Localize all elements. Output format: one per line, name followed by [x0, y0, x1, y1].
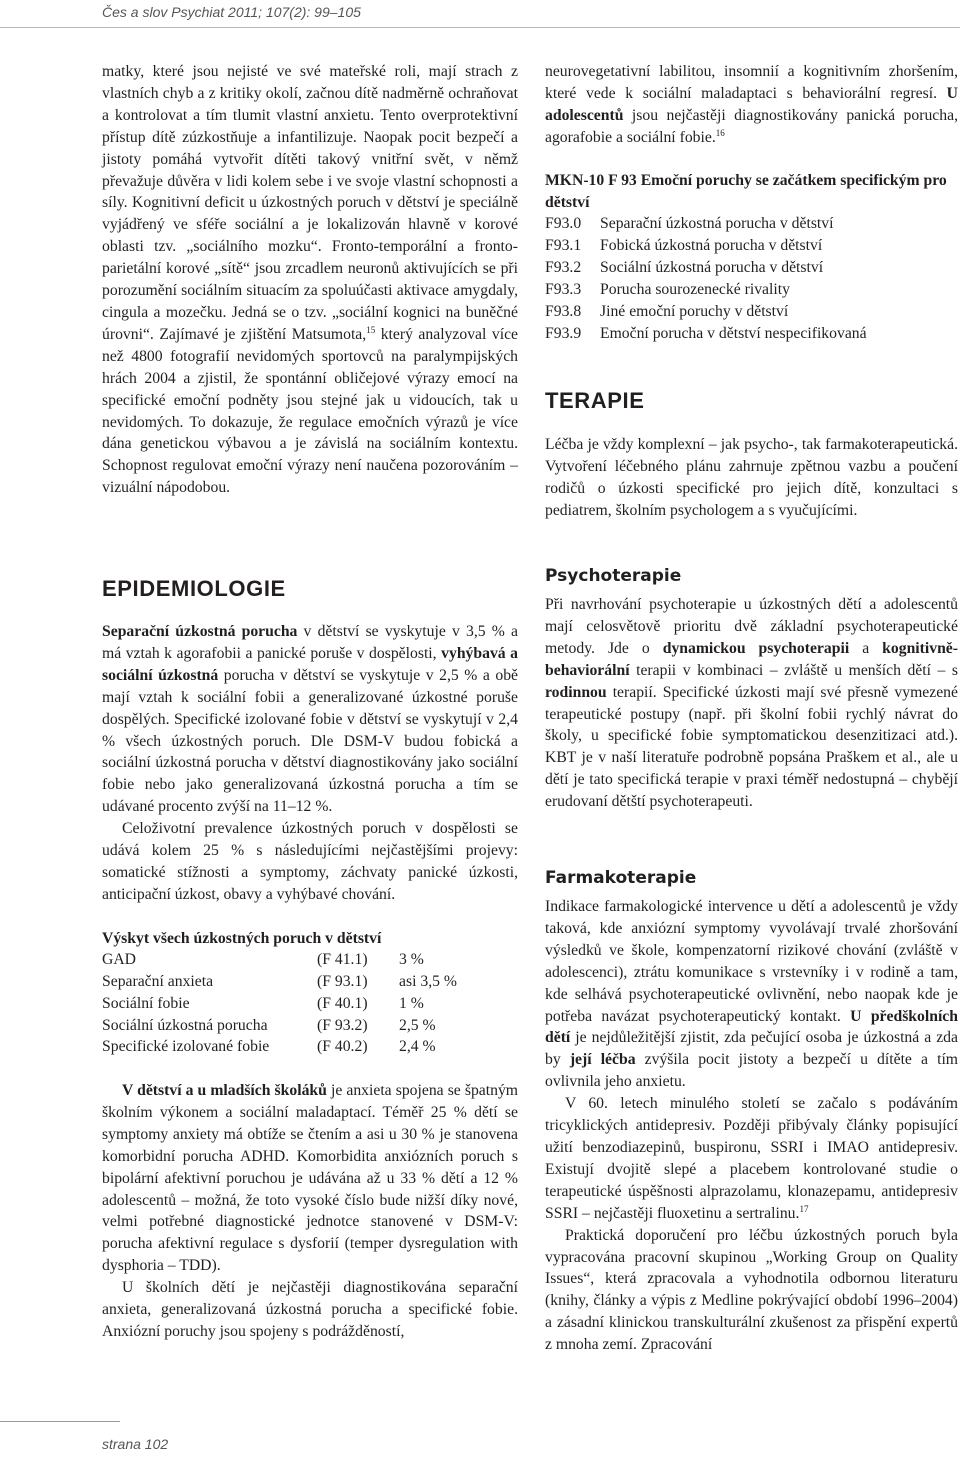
- mkn-list: [545, 213, 958, 344]
- terapie-heading: TERAPIE: [545, 387, 645, 413]
- terapie-paragraph: Léčba je vždy komplexní – jak psycho-, tak farmakoterapeutická. Vytvoření léčebného plánu zahrnuje zpětnou vazbu a poučení rodičů o úzkosti specifické pro jejich dítě, konzultaci s pediatrem, školním psychologem a s vyučujícími.: [545, 435, 958, 519]
- mkn-code: F93.8: [545, 303, 582, 321]
- table-cell-prevalence: 1 %: [399, 994, 424, 1012]
- list-item: [545, 279, 958, 301]
- epidemiology-heading: EPIDEMIOLOGIE: [102, 576, 286, 601]
- right-column: [545, 61, 958, 522]
- epidemiology-paragraph-4: U školních dětí je nejčastěji diagnostikována separační anxieta, generalizovaná úzkostná porucha a specifické fobie. Anxiózní poruchy jsou spojeny s podrážděností,: [102, 1279, 518, 1340]
- mkn-label: Fobická úzkostná porucha v dětství: [600, 237, 823, 255]
- prevalence-table: [102, 928, 518, 1058]
- list-item: [545, 323, 958, 345]
- list-item: [545, 235, 958, 257]
- pharmacotherapy-paragraph-1: Indikace farmakologické intervence u dětí a adolescentů je vždy taková, kde anxiózní symptomy vyvolávají trvalé zhoršování výsledků ve škole, kompenzatorní rizikové chování (zvláště v adolescenci), ztrátu komunikace s vrstevníky i v rodině a tam, kde selhává psychoterapeutické ovlivnění, nebo naopak kde je potřeba navázat psychoterapeutický kontakt. U předškolních dětí je nejdůležitější zjistit, zda pečující osoba je úzkostná a zda by její léčba zvýšila pocit jistoty a bezpečí u dítěte a tím ovlivnila jeho anxietu.: [545, 898, 959, 1091]
- psychotherapy-heading: Psychoterapie: [545, 566, 682, 586]
- mkn-label: Separační úzkostná porucha v dětství: [600, 215, 834, 233]
- table-row: [102, 949, 518, 971]
- reference-15: 15: [366, 324, 376, 335]
- journal-header: Čes a slov Psychiat 2011; 107(2): 99–105: [102, 4, 361, 20]
- continuation-paragraph: neurovegetativní labilitou, insomnií a kognitivním zhoršením, které vede k sociální maladaptaci s behaviorální regresí. U adolescentů jsou nejčastěji diagnostikovány panická porucha, agorafobie a sociální fobie.$^{16}$: [545, 63, 958, 146]
- mkn-label: Sociální úzkostná porucha v dětství: [600, 259, 824, 277]
- table-cell-code: (F 40.2): [317, 1038, 368, 1056]
- mkn-code: F93.1: [545, 237, 582, 255]
- mkn-code: F93.3: [545, 281, 582, 299]
- page-number: strana 102: [102, 1436, 169, 1452]
- prevalence-table-heading: Výskyt všech úzkostných poruch v dětství: [102, 929, 382, 947]
- table-cell-code: (F 93.2): [317, 1016, 368, 1034]
- mkn-heading: MKN-10 F 93 Emoční poruchy se začátkem specifickým pro dětství: [545, 171, 947, 211]
- mkn-label: Jiné emoční poruchy v dětství: [600, 303, 789, 321]
- mkn-code: F93.2: [545, 259, 582, 277]
- epidemiology-paragraph-2: Celoživotní prevalence úzkostných poruch v dospělosti se udává kolem 25 % s následujícími nejčastějšími projevy: somatické stížnosti a symptomy, záchvaty panické úzkosti, anticipační úzkost, obavy a vyhýbavé chování.: [102, 820, 518, 903]
- table-cell-prevalence: 2,4 %: [399, 1038, 436, 1056]
- pharmacotherapy-paragraph-2: V 60. letech minulého století se začalo s podáváním tricyklických antidepresiv. Později přibývaly články popisující užití benzodiazepinů, buspironu, SSRI i IMAO antidepresiv. Existují dvojitě slepé a placebem kontrolované studie o terapeutické úspěšnosti alprazolamu, klonazepamu, antidepresiv SSRI – nejčastěji fluoxetinu a sertralinu.$^{17}$: [545, 1095, 958, 1222]
- pharmacotherapy-heading: Farmakoterapie: [545, 868, 697, 888]
- table-row: [102, 1036, 518, 1058]
- table-cell-diagnosis: GAD: [102, 951, 136, 969]
- mkn-list-block: [545, 170, 958, 345]
- table-cell-code: (F 93.1): [317, 973, 368, 991]
- intro-paragraph: matky, které jsou nejisté ve své mateřské roli, mají strach z vlastních chyb a z kritiky okolí, začnou dítě nadměrně ochraňovat a kontrolovat a tím tlumit vlastní anxietu. Tento overprotektivní přístup dítě zúzkostňuje a infantilizuje. Naopak pocit bezpečí a jistoty pomáhá vytvořit dítěti takový vnitřní svět, v němž převažuje důvěra v lidi kolem sebe i ve svoje vlastní schopnosti a síly. Kognitivní deficit u úzkostných poruch v dětství je speciálně vyjádřený ve sféře sociální a je lokalizován hlavně v korové oblasti tzv. „sociálního mozku“. Fronto-temporální a fronto-parietální korové „sítě“ jsou zrcadlem neuronů aktivujících se při porozumění sociálním situacím za spoluúčasti aktivace amygdaly, cingula a mozečku. Jedná se o tzv. „sociální kognici na buněčné úrovni“. Zajímavé je zjištění Matsumota,$^{15}$ který analyzoval více než 4800 fotografií nevidomých sportovců na paralympijských hrách 2004 a zjistil, že spontánní obličejové výrazy emocí na specifické emoční podněty jsou stejné jak u vidoucích, tak u nevidomých. To dokazuje, že regulace emočních výrazů je více dána genetickou výbavou a je závislá na sociálním kontextu. Schopnost regulovat emoční výrazy není naučena pozorováním – vizuální nápodobou.: [102, 63, 518, 497]
- table-cell-diagnosis: Separační anxieta: [102, 973, 214, 991]
- psychotherapy-section: [545, 566, 958, 813]
- list-item: [545, 213, 958, 235]
- mkn-code: F93.9: [545, 324, 582, 342]
- table-cell-prevalence: asi 3,5 %: [399, 973, 457, 991]
- table-row: [102, 971, 518, 993]
- table-row: [102, 993, 518, 1015]
- table-cell-diagnosis: Specifické izolované fobie: [102, 1038, 270, 1056]
- psychotherapy-paragraph: Při navrhování psychoterapie u úzkostných dětí a adolescentů mají celosvětově prioritu dvě základní psychoterapeutické metody. Jde o dynamickou psychoterapii a kognitivně-behaviorální terapii v kombinaci – zvláště u menších dětí – s rodinnou terapií. Specifické úzkosti mají své přesně vymezené terapeutické postupy (např. při školní fobii rychlý návrat do školy, u specifické fobie symptomatickou desenzitizaci atd.). KBT je v naší literatuře podrobně popsána Praškem et al., ale u dětí je tato specifická terapie v praxi téměř nedostupná – chybějí erudovaní dětští psychoterapeuti.: [545, 596, 958, 811]
- table-cell-diagnosis: Sociální fobie: [102, 994, 190, 1012]
- table-cell-prevalence: 3 %: [399, 951, 424, 969]
- pharmacotherapy-section: [545, 868, 958, 1356]
- reference-17: 17: [799, 1203, 809, 1214]
- epidemiology-paragraph-1: Separační úzkostná porucha v dětství se vyskytuje v 3,5 % a má vztah k agorafobii a panické poruše v dospělosti, vyhýbavá a sociální úzkostná porucha v dětství se vyskytuje v 2,5 % a obě mají vztah k sociální fobii a generalizované úzkostné poruše dospělých. Specifické izolované fobie v dětství se vyskytují v 2,4 % všech úzkostných poruch. Dle DSM-V budou fobická a sociální úzkostná porucha v dětství diagnostikovány jako sociální fobie nebo jako generalizovaná úzkostná porucha a tím se udávané procento zvýší na 11–12 %.: [102, 623, 519, 816]
- header-rule: [0, 27, 960, 28]
- epidemiology-paragraph-3: V dětství a u mladších školáků je anxieta spojena se špatným školním výkonem a sociální maladaptací. Téměř 25 % dětí se symptomy anxiety má obtíže se čtením a asi u 30 % je stanovena komorbidní porucha ADHD. Komorbidita anxiózních poruch s bipolární afektivní poruchou je udávána až u 33 % dětí a 12 % adolescentů – možná, že toto vysoké číslo bude nižší díky nové, velmi potřebné diagnostické jednotce stanovené v DSM-V: porucha afektivní regulace s dysforií (temper dysregulation with dysphoria – TDD).: [102, 1082, 519, 1275]
- mkn-code: F93.0: [545, 215, 582, 233]
- list-item: [545, 257, 958, 279]
- table-cell-diagnosis: Sociální úzkostná porucha: [102, 1016, 268, 1034]
- mkn-label: Porucha sourozenecké rivality: [600, 281, 790, 299]
- reference-16: 16: [715, 127, 725, 138]
- footer-rule: [0, 1421, 120, 1422]
- table-cell-code: (F 40.1): [317, 994, 368, 1012]
- table-cell-code: (F 41.1): [317, 951, 368, 969]
- left-column: [102, 61, 518, 499]
- table-cell-prevalence: 2,5 %: [399, 1016, 436, 1034]
- table-row: [102, 1015, 518, 1037]
- pharmacotherapy-paragraph-3: Praktická doporučení pro léčbu úzkostných poruch byla vypracována pracovní skupinou „Working Group on Quality Issues“, která zpracovala a vyhodnotila odbornou literaturu (knihy, články a výpis z Medline pokrývající období 1996–2004) a zásadní klinickou transkulturální zkušenost za přispění expertů z mnoha zemí. Zpracování: [545, 1226, 958, 1354]
- list-item: [545, 301, 958, 323]
- mkn-label: Emoční porucha v dětství nespecifikovaná: [600, 324, 867, 342]
- epidemiology-section: [102, 576, 518, 1343]
